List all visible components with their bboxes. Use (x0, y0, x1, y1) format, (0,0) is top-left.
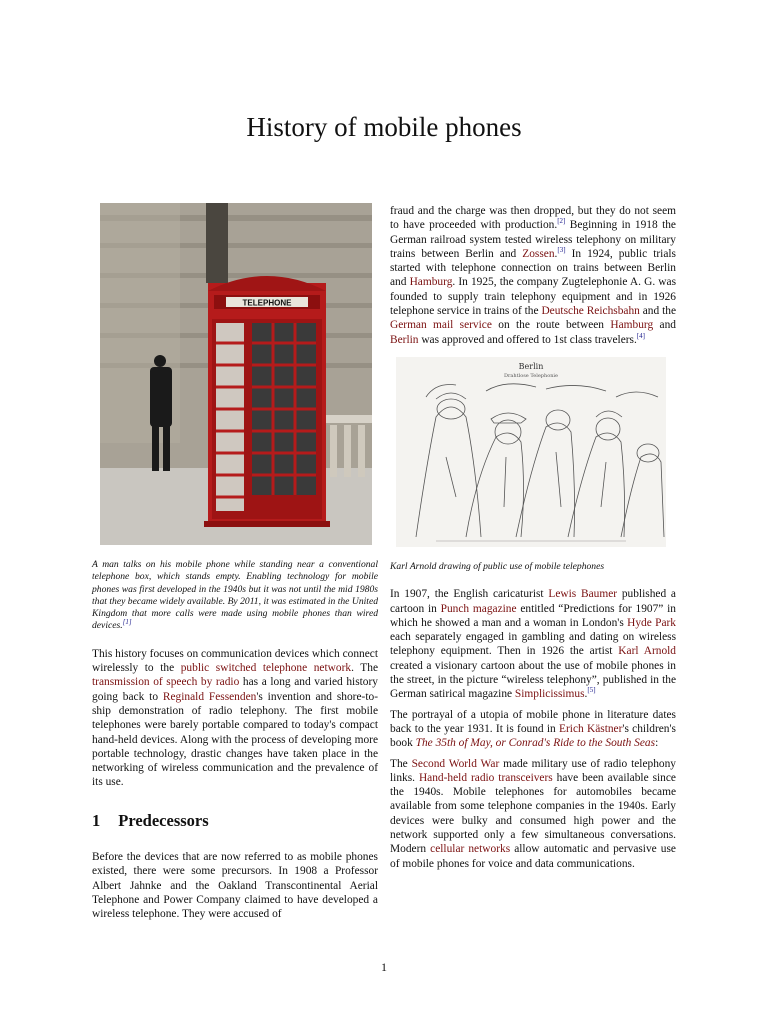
link-simplicissimus[interactable]: Simplicissimus (514, 688, 585, 701)
karl-arnold-drawing (396, 357, 666, 547)
link-hamburg[interactable]: Hamburg (409, 276, 453, 289)
drawing-heading: Berlin (518, 361, 544, 371)
right-column (390, 204, 676, 877)
link-public-switched-telephone-network[interactable]: public switched telephone network (180, 662, 352, 675)
link-berlin[interactable]: Berlin (390, 333, 419, 346)
train-telephony-paragraph: fraud and the charge was then dropped, but they do not seem to have proceeded with production.[2] Beginning in 1918 the German railroad system tested wireless telephony on military trains between Berlin and Zossen.[3] In 1924, public trials started with telephone connection on trains between Berlin and Hamburg. In 1925, the company Zugtelephonie A. G. was founded to supply train telephony equipment and in 1926 telephone service in trains of the Deutsche Reichsbahn and the German mail service on the route between Hamburg and Berlin was approved and offered to 1st class travelers.[4] (390, 205, 677, 346)
left-column (92, 203, 378, 928)
page-title: History of mobile phones (246, 112, 522, 142)
page-number: 1 (381, 960, 387, 974)
link-reginald-fessenden[interactable]: Reginald Fessenden (162, 690, 257, 703)
link-lewis-baumer[interactable]: Lewis Baumer (548, 588, 618, 601)
link-transmission-of-speech-by-radio[interactable]: transmission of speech by radio (92, 676, 240, 689)
link-karl-arnold[interactable]: Karl Arnold (618, 645, 677, 658)
predecessors-paragraph: Before the devices that are now referred to as mobile phones existed, there were some precursors. In 1908 a Professor Albert Jahnke and the Oakland Transcontinental Aerial Telephone and Power Company claimed to have developed a wireless telephone. They were accused of (92, 851, 378, 921)
link-zossen[interactable]: Zossen (522, 247, 555, 260)
link-second-world-war[interactable]: Second World War (411, 757, 500, 770)
link-german-mail-service[interactable]: German mail service (390, 319, 492, 332)
literature-paragraph: The portrayal of a utopia of mobile phone in literature dates back to the year 1931. It is found in Erich Kästner's children's book The 35th of May, or Conrad's Ride to the South Seas: (390, 708, 676, 750)
ww2-paragraph: The Second World War made military use of radio telephony links. Hand-held radio transceivers have been available since the 1940s. Mobile telephones for automobiles became available from some telephone companies in the 1940s. Early devices were bulky and consumed high power and the network supported only a few simultaneous conversations. Modern cellular networks allow automatic and pervasive use of mobile phones for voice and data communications. (390, 757, 677, 870)
figure-1-caption: A man talks on his mobile phone while standing near a conventional telephone box, which stands empty. Enabling technology for mobile phones was first developed in the 1940s but it was not until the mid 1980s that they became widely available. By 2011, it was estimated in the United Kingdom that more calls were made using mobile phones than wired devices.[1] (92, 559, 378, 632)
cartoon-paragraph: In 1907, the English caricaturist Lewis Baumer published a cartoon in Punch magazine entitled “Predictions for 1907” in which he showed a man and a woman in London's Hyde Park each separately engaged in gambling and dating on wireless telephony equipment. Then in 1926 the artist Karl Arnold created a visionary cartoon about the use of mobile phones in the street, in the picture “wireless telephony”, published in the German satirical magazine Simplicissimus.[5] (390, 588, 677, 701)
drawing-subheading: Drahtlose Telephonie (503, 372, 559, 379)
link-deutsche-reichsbahn[interactable]: Deutsche Reichsbahn (541, 305, 640, 318)
intro-paragraph: This history focuses on communication devices which connect wirelessly to the public switched telephone network. The transmission of speech by radio has a long and varied history going back to Reginald Fessenden's invention and shore-to-ship demonstration of radio telephony. The first mobile telephones were barely portable compared to today's compact hand-held devices. Along with the process of developing more portable technology, drastic changes have taken place in the networking of wireless communication and the prevalence of its use. (92, 647, 378, 789)
link-35th-of-may[interactable]: The 35th of May, or Conrad's Ride to the South Seas (415, 737, 656, 750)
telephone-sign: TELEPHONE (242, 298, 292, 308)
link-cellular-networks[interactable]: cellular networks (430, 843, 511, 856)
link-hand-held-radio-transceivers[interactable]: Hand-held radio transceivers (418, 771, 553, 784)
link-punch-magazine[interactable]: Punch magazine (440, 602, 517, 615)
link-erich-kastner[interactable]: Erich Kästner (559, 722, 623, 735)
link-hamburg-2[interactable]: Hamburg (610, 319, 654, 332)
telephone-box-photo (100, 203, 372, 545)
link-hyde-park[interactable]: Hyde Park (627, 616, 676, 629)
figure-2-caption: Karl Arnold drawing of public use of mobile telephones (390, 560, 605, 572)
section-heading-predecessors: 1 Predecessors (92, 810, 209, 830)
